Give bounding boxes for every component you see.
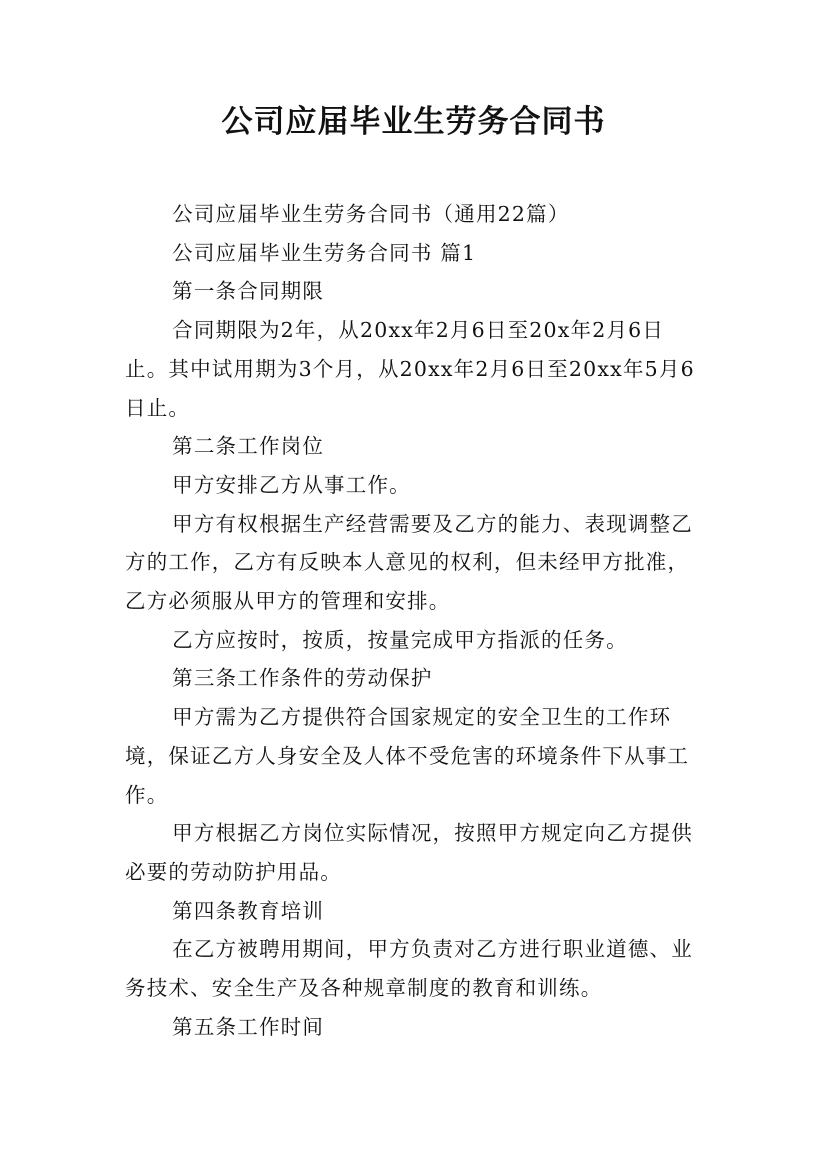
document-title: 公司应届毕业生劳务合同书 [221,104,606,140]
body-paragraph: 甲方有权根据生产经营需要及乙方的能力、表现调整乙方的工作，乙方有反映本人意见的权利，但未经甲方批准，乙方必须服从甲方的管理和安排。 [125,511,693,614]
article-heading: 第二条工作岗位 [172,434,325,459]
subtitle-paragraph: 公司应届毕业生劳务合同书（通用22篇） [172,202,570,226]
body-paragraph: 甲方根据乙方岗位实际情况，按照甲方规定向乙方提供必要的劳动防护用品。 [125,821,693,884]
article-heading: 第一条合同期限 [172,279,325,304]
article-heading: 第五条工作时间 [172,1014,325,1039]
body-paragraph: 甲方需为乙方提供符合国家规定的安全卫生的工作环境，保证乙方人身安全及人体不受危害的环境条件下从事工作。 [125,705,690,807]
article-heading: 第三条工作条件的劳动保护 [172,666,433,691]
article-heading: 第四条教育培训 [172,898,325,923]
body-paragraph: 乙方应按时，按质，按量完成甲方指派的任务。 [172,627,628,652]
document-body [125,195,705,1046]
section-heading: 公司应届毕业生劳务合同书 篇1 [172,240,477,265]
body-paragraph: 甲方安排乙方从事工作。 [172,472,411,497]
body-paragraph: 合同期限为2年，从20xx年2月6日至20x年2月6日止。其中试用期为3个月，从20xx年2月6日至20xx年5月6日止。 [125,318,695,420]
body-paragraph: 在乙方被聘用期间，甲方负责对乙方进行职业道德、业务技术、安全生产及各种规章制度的教育和训练。 [125,937,693,1001]
